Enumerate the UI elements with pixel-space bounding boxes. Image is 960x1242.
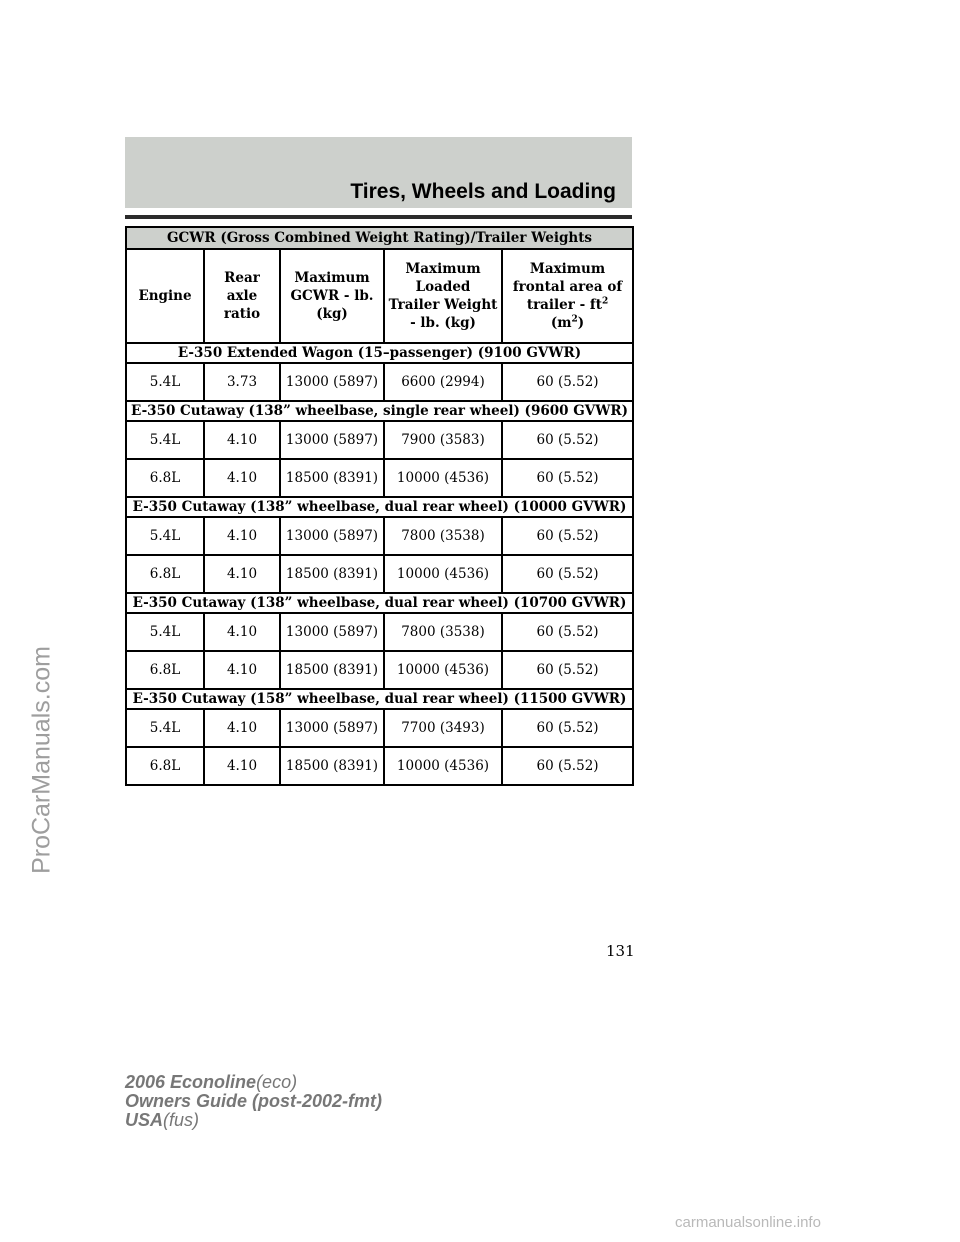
cell-engine: 6.8L <box>126 651 204 689</box>
group-row <box>126 343 633 363</box>
group-label: E-350 Cutaway (158” wheelbase, dual rear wheel) (11500 GVWR) <box>126 689 633 709</box>
cell-axle: 4.10 <box>204 651 280 689</box>
cell-trailer: 7800 (3538) <box>384 517 502 555</box>
cell-trailer: 6600 (2994) <box>384 363 502 401</box>
side-watermark: ProCarManuals.com <box>27 646 56 874</box>
cell-axle: 3.73 <box>204 363 280 401</box>
group-row <box>126 689 633 709</box>
cell-gcwr: 18500 (8391) <box>280 459 384 497</box>
table-row <box>126 421 633 459</box>
cell-engine: 5.4L <box>126 421 204 459</box>
cell-area: 60 (5.52) <box>502 613 633 651</box>
cell-area: 60 (5.52) <box>502 709 633 747</box>
cell-engine: 5.4L <box>126 709 204 747</box>
section-header-band <box>125 137 632 208</box>
footer-model-code: (eco) <box>256 1072 298 1092</box>
table-row <box>126 747 633 785</box>
cell-trailer: 7700 (3493) <box>384 709 502 747</box>
cell-axle: 4.10 <box>204 517 280 555</box>
table-row <box>126 363 633 401</box>
cell-engine: 6.8L <box>126 459 204 497</box>
group-label: E-350 Cutaway (138” wheelbase, single rear wheel) (9600 GVWR) <box>126 401 633 421</box>
footer-line-3 <box>125 1111 382 1130</box>
cell-axle: 4.10 <box>204 709 280 747</box>
cell-gcwr: 13000 (5897) <box>280 517 384 555</box>
cell-trailer: 10000 (4536) <box>384 747 502 785</box>
footer-line-1 <box>125 1073 382 1092</box>
cell-trailer: 7900 (3583) <box>384 421 502 459</box>
cell-engine: 6.8L <box>126 555 204 593</box>
table-row <box>126 613 633 651</box>
group-row <box>126 593 633 613</box>
group-row <box>126 401 633 421</box>
cell-gcwr: 18500 (8391) <box>280 747 384 785</box>
cell-trailer: 7800 (3538) <box>384 613 502 651</box>
table-row <box>126 709 633 747</box>
page-number: 131 <box>606 942 635 960</box>
col-frontal-area-main: Maximum frontal area of trailer - ft <box>512 261 623 313</box>
footer-market-code: (fus) <box>163 1110 200 1130</box>
footer-guide: Owners Guide (post-2002-fmt) <box>125 1091 383 1111</box>
cell-trailer: 10000 (4536) <box>384 459 502 497</box>
section-title: Tires, Wheels and Loading <box>350 180 616 203</box>
cell-gcwr: 13000 (5897) <box>280 421 384 459</box>
cell-gcwr: 13000 (5897) <box>280 709 384 747</box>
cell-trailer: 10000 (4536) <box>384 651 502 689</box>
column-header-row <box>126 249 633 343</box>
cell-engine: 5.4L <box>126 517 204 555</box>
footer-line-2 <box>125 1092 382 1111</box>
table-row <box>126 459 633 497</box>
col-frontal-area-unit-open: (m <box>550 315 572 331</box>
col-frontal-area-unit-close: ) <box>577 315 585 331</box>
cell-area: 60 (5.52) <box>502 517 633 555</box>
col-frontal-area-unit-sup: 2 <box>571 314 578 325</box>
cell-gcwr: 18500 (8391) <box>280 651 384 689</box>
cell-engine: 6.8L <box>126 747 204 785</box>
cell-area: 60 (5.52) <box>502 555 633 593</box>
cell-axle: 4.10 <box>204 555 280 593</box>
cell-axle: 4.10 <box>204 421 280 459</box>
table-row <box>126 517 633 555</box>
cell-gcwr: 13000 (5897) <box>280 613 384 651</box>
cell-engine: 5.4L <box>126 613 204 651</box>
table-title-row <box>126 227 633 249</box>
col-engine: Engine <box>126 249 204 343</box>
table-row <box>126 555 633 593</box>
cell-area: 60 (5.52) <box>502 363 633 401</box>
cell-area: 60 (5.52) <box>502 747 633 785</box>
cell-area: 60 (5.52) <box>502 459 633 497</box>
footer-market: USA <box>125 1110 164 1130</box>
bottom-watermark: carmanualsonline.info <box>675 1214 821 1231</box>
group-label: E-350 Cutaway (138” wheelbase, dual rear wheel) (10000 GVWR) <box>126 497 633 517</box>
cell-axle: 4.10 <box>204 613 280 651</box>
header-rule <box>125 215 632 219</box>
cell-trailer: 10000 (4536) <box>384 555 502 593</box>
cell-axle: 4.10 <box>204 459 280 497</box>
cell-area: 60 (5.52) <box>502 421 633 459</box>
cell-gcwr: 13000 (5897) <box>280 363 384 401</box>
gcwr-table <box>125 226 634 786</box>
document-footer <box>125 1073 382 1130</box>
group-row <box>126 497 633 517</box>
cell-gcwr: 18500 (8391) <box>280 555 384 593</box>
group-label: E-350 Cutaway (138” wheelbase, dual rear wheel) (10700 GVWR) <box>126 593 633 613</box>
cell-area: 60 (5.52) <box>502 651 633 689</box>
footer-model: 2006 Econoline <box>125 1072 257 1092</box>
cell-engine: 5.4L <box>126 363 204 401</box>
col-frontal-area <box>502 249 633 343</box>
col-trailer-weight: Maximum Loaded Trailer Weight - lb. (kg) <box>384 249 502 343</box>
col-gcwr: Maximum GCWR - lb. (kg) <box>280 249 384 343</box>
cell-axle: 4.10 <box>204 747 280 785</box>
table-row <box>126 651 633 689</box>
col-axle: Rear axle ratio <box>204 249 280 343</box>
table-title: GCWR (Gross Combined Weight Rating)/Trailer Weights <box>126 227 633 249</box>
col-frontal-area-sup: 2 <box>601 296 609 307</box>
group-label: E-350 Extended Wagon (15–passenger) (9100 GVWR) <box>126 343 633 363</box>
